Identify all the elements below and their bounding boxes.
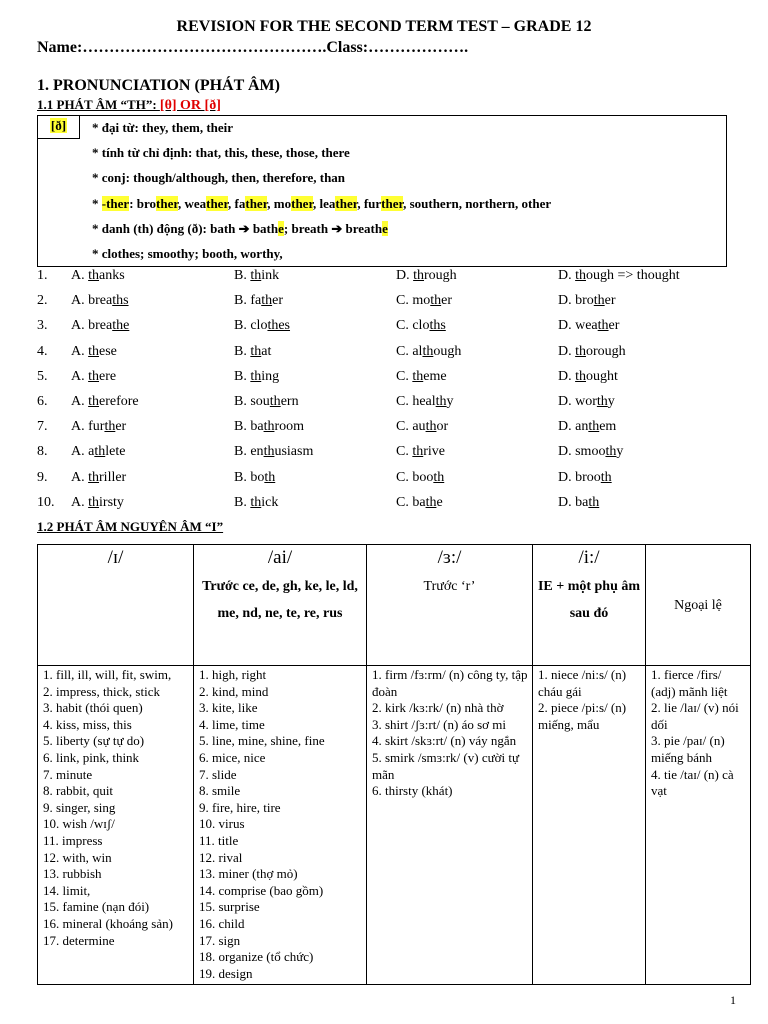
arrow-icon: ➔ <box>238 220 250 236</box>
option-b: B. father <box>234 293 283 309</box>
list-item: 15. famine (nạn đói) <box>43 899 150 915</box>
option-d: D. thought <box>558 368 618 384</box>
option-a: A. thriller <box>71 469 127 485</box>
list-item: 5. liberty (sự tự do) <box>43 733 145 749</box>
header-er: /ɜ:/ Trước ‘r’ <box>367 545 533 666</box>
option-d: D. though => thought <box>558 268 680 283</box>
list-item: 10. virus <box>199 816 245 832</box>
list-item: 18. organize (tổ chức) <box>199 949 314 965</box>
option-b: B. both <box>234 469 276 485</box>
list-item: 19. design <box>199 965 253 981</box>
list-item: 3. kite, like <box>199 700 258 716</box>
list-item: 5. smirk /smɜ:rk/ (v) cười tự mãn <box>372 749 520 782</box>
list-item: 8. rabbit, quit <box>43 783 114 799</box>
list-item: 4. skirt /skɜ:rt/ (n) váy ngắn <box>372 733 517 749</box>
list-item: 1. niece /ni:s/ (n) cháu gái <box>538 667 627 699</box>
list-item: 12. with, win <box>43 849 112 865</box>
option-a: A. athlete <box>71 444 126 460</box>
list-item: 1. fill, ill, will, fit, swim, <box>43 667 172 682</box>
column-short-i <box>38 666 194 985</box>
page-number: 1 <box>730 993 736 1007</box>
header-ai: /ai/ Trước ce, de, gh, ke, le, ld, me, nd, ne, te, re, rus <box>194 545 367 666</box>
option-b: B. thing <box>234 368 280 384</box>
header-exceptions: Ngoại lệ <box>646 545 751 666</box>
list-item: 3. pie /paɪ/ (n) miếng bánh <box>651 733 725 765</box>
list-item: 6. link, pink, think <box>43 749 140 765</box>
list-item: 2. kirk /kɜ:rk/ (n) nhà thờ <box>372 700 504 716</box>
rule-noun-verb: * danh (th) động (ð): bath ➔ bathe; breath ➔ breathe <box>92 220 388 236</box>
column-er <box>367 666 533 985</box>
vowel-i-table <box>37 544 751 985</box>
option-c: C. healthy <box>396 394 454 409</box>
table-header-row <box>38 545 751 666</box>
list-item: 17. determine <box>43 932 115 948</box>
list-item: 6. thirsty (khát) <box>372 783 453 799</box>
rule-demonstratives: * tính từ chỉ định: that, this, these, those, there <box>92 145 350 161</box>
option-b: B. clothes <box>234 318 291 334</box>
option-b: B. thick <box>234 494 279 510</box>
option-b: B. think <box>234 268 280 283</box>
voiced-th-tag: [ð] <box>38 116 80 139</box>
rules-list <box>92 118 551 269</box>
list-item: 2. kind, mind <box>199 683 269 699</box>
option-b: B. that <box>234 343 272 359</box>
table-body-row <box>38 666 751 985</box>
column-long-i <box>533 666 646 985</box>
list-item: 3. habit (thói quen) <box>43 700 143 716</box>
option-a: A. therefore <box>71 394 139 409</box>
option-c: C. thrive <box>396 444 445 460</box>
list-item: 4. tie /taɪ/ (n) cà vạt <box>651 766 734 799</box>
list-item: 11. title <box>199 832 239 848</box>
option-a: A. these <box>71 343 117 359</box>
option-c: C. although <box>396 343 462 359</box>
list-item: 3. shirt /ʃɜ:rt/ (n) áo sơ mi <box>372 716 507 732</box>
list-item: 7. minute <box>43 766 93 782</box>
rule-conjunctions: * conj: though/although, then, therefore, than <box>92 170 346 186</box>
option-a: A. thanks <box>71 268 125 283</box>
option-d: D. brooth <box>558 469 612 485</box>
list-item: 16. mineral (khoáng sản) <box>43 915 173 931</box>
list-item: 2. lie /laɪ/ (v) nói dối <box>651 700 739 732</box>
option-c: C. theme <box>396 368 447 384</box>
list-item: 2. piece /pi:s/ (n) miếng, mẩu <box>538 700 627 732</box>
th-symbols: [θ] OR [ð] <box>159 98 221 113</box>
list-item: 2. impress, thick, stick <box>43 683 160 699</box>
rule-pronouns: * đại từ: they, them, their <box>92 120 234 135</box>
question-number: 1. <box>37 268 48 283</box>
question-number: 8. <box>37 444 48 460</box>
list-item: 17. sign <box>199 932 241 948</box>
list-item: 9. fire, hire, tire <box>199 799 281 815</box>
option-c: C. mother <box>396 293 453 309</box>
option-a: A. breaths <box>71 293 129 309</box>
subsection-heading-vowel-i: 1.2 PHÁT ÂM NGUYÊN ÂM “I” <box>37 519 224 534</box>
question-number: 7. <box>37 419 48 435</box>
column-ai <box>194 666 367 985</box>
list-item: 10. wish /wɪʃ/ <box>43 816 115 832</box>
option-d: D. weather <box>558 318 620 334</box>
option-d: D. smoothy <box>558 444 624 460</box>
option-b: B. enthusiasm <box>234 444 314 460</box>
list-item: 14. limit, <box>43 882 91 898</box>
option-a: A. breathe <box>71 318 130 334</box>
section-heading-pronunciation: 1. PRONUNCIATION (PHÁT ÂM) <box>37 77 280 94</box>
subsection-heading-th: 1.1 PHÁT ÂM “TH”: [θ] OR [ð] <box>37 97 221 113</box>
list-item: 6. mice, nice <box>199 749 266 765</box>
list-item: 7. slide <box>199 766 237 782</box>
list-item: 14. comprise (bao gồm) <box>199 882 324 898</box>
option-c: C. bathe <box>396 494 443 510</box>
question-number: 6. <box>37 394 48 409</box>
list-item: 13. miner (thợ mỏ) <box>199 866 298 882</box>
rule-ther-words: * -ther: brother, weather, father, mother, leather, further, southern, northern, other <box>92 195 552 211</box>
list-item: 9. singer, sing <box>43 799 116 815</box>
list-item: 13. rubbish <box>43 866 102 882</box>
option-c: C. author <box>396 419 449 435</box>
option-d: D. bath <box>558 494 600 510</box>
header-long-i: /i:/ IE + một phụ âm sau đó <box>533 545 646 666</box>
option-d: D. worthy <box>558 394 615 409</box>
option-c: C. cloths <box>396 318 446 334</box>
option-b: B. southern <box>234 394 299 409</box>
option-b: B. bathroom <box>234 419 305 435</box>
list-item: 4. lime, time <box>199 716 265 732</box>
option-d: D. thorough <box>558 343 626 359</box>
list-item: 11. impress <box>43 832 103 848</box>
column-exceptions <box>646 666 751 985</box>
option-a: A. there <box>71 368 117 384</box>
list-item: 8. smile <box>199 783 241 799</box>
option-c: D. through <box>396 268 457 283</box>
question-number: 3. <box>37 318 48 334</box>
list-item: 15. surprise <box>199 899 260 915</box>
question-number: 9. <box>37 469 48 485</box>
question-number: 2. <box>37 293 48 309</box>
rule-misc: * clothes; smoothy; booth, worthy, <box>92 245 283 261</box>
th-rules-box <box>37 115 727 267</box>
header-short-i: /ɪ/ <box>38 545 194 666</box>
list-item: 1. firm /fɜ:rm/ (n) công ty, tập đoàn <box>372 667 528 699</box>
option-a: A. thirsty <box>71 494 124 510</box>
option-d: D. anthem <box>558 419 617 435</box>
list-item: 16. child <box>199 915 245 931</box>
question-number: 10. <box>37 494 55 510</box>
list-item: 12. rival <box>199 849 243 865</box>
option-a: A. further <box>71 419 127 435</box>
name-class-line: Name:……………………………………….Class:………………. <box>37 39 469 56</box>
option-c: C. booth <box>396 469 445 485</box>
list-item: 1. high, right <box>199 667 267 682</box>
list-item: 5. line, mine, shine, fine <box>199 733 325 749</box>
arrow-icon: ➔ <box>331 220 343 236</box>
question-number: 4. <box>37 343 48 359</box>
list-item: 4. kiss, miss, this <box>43 716 132 732</box>
list-item: 1. fierce /firs/ (adj) mãnh liệt <box>651 667 728 699</box>
page-title: REVISION FOR THE SECOND TERM TEST – GRADE 12 <box>176 18 592 35</box>
question-number: 5. <box>37 368 48 384</box>
option-d: D. brother <box>558 293 616 309</box>
